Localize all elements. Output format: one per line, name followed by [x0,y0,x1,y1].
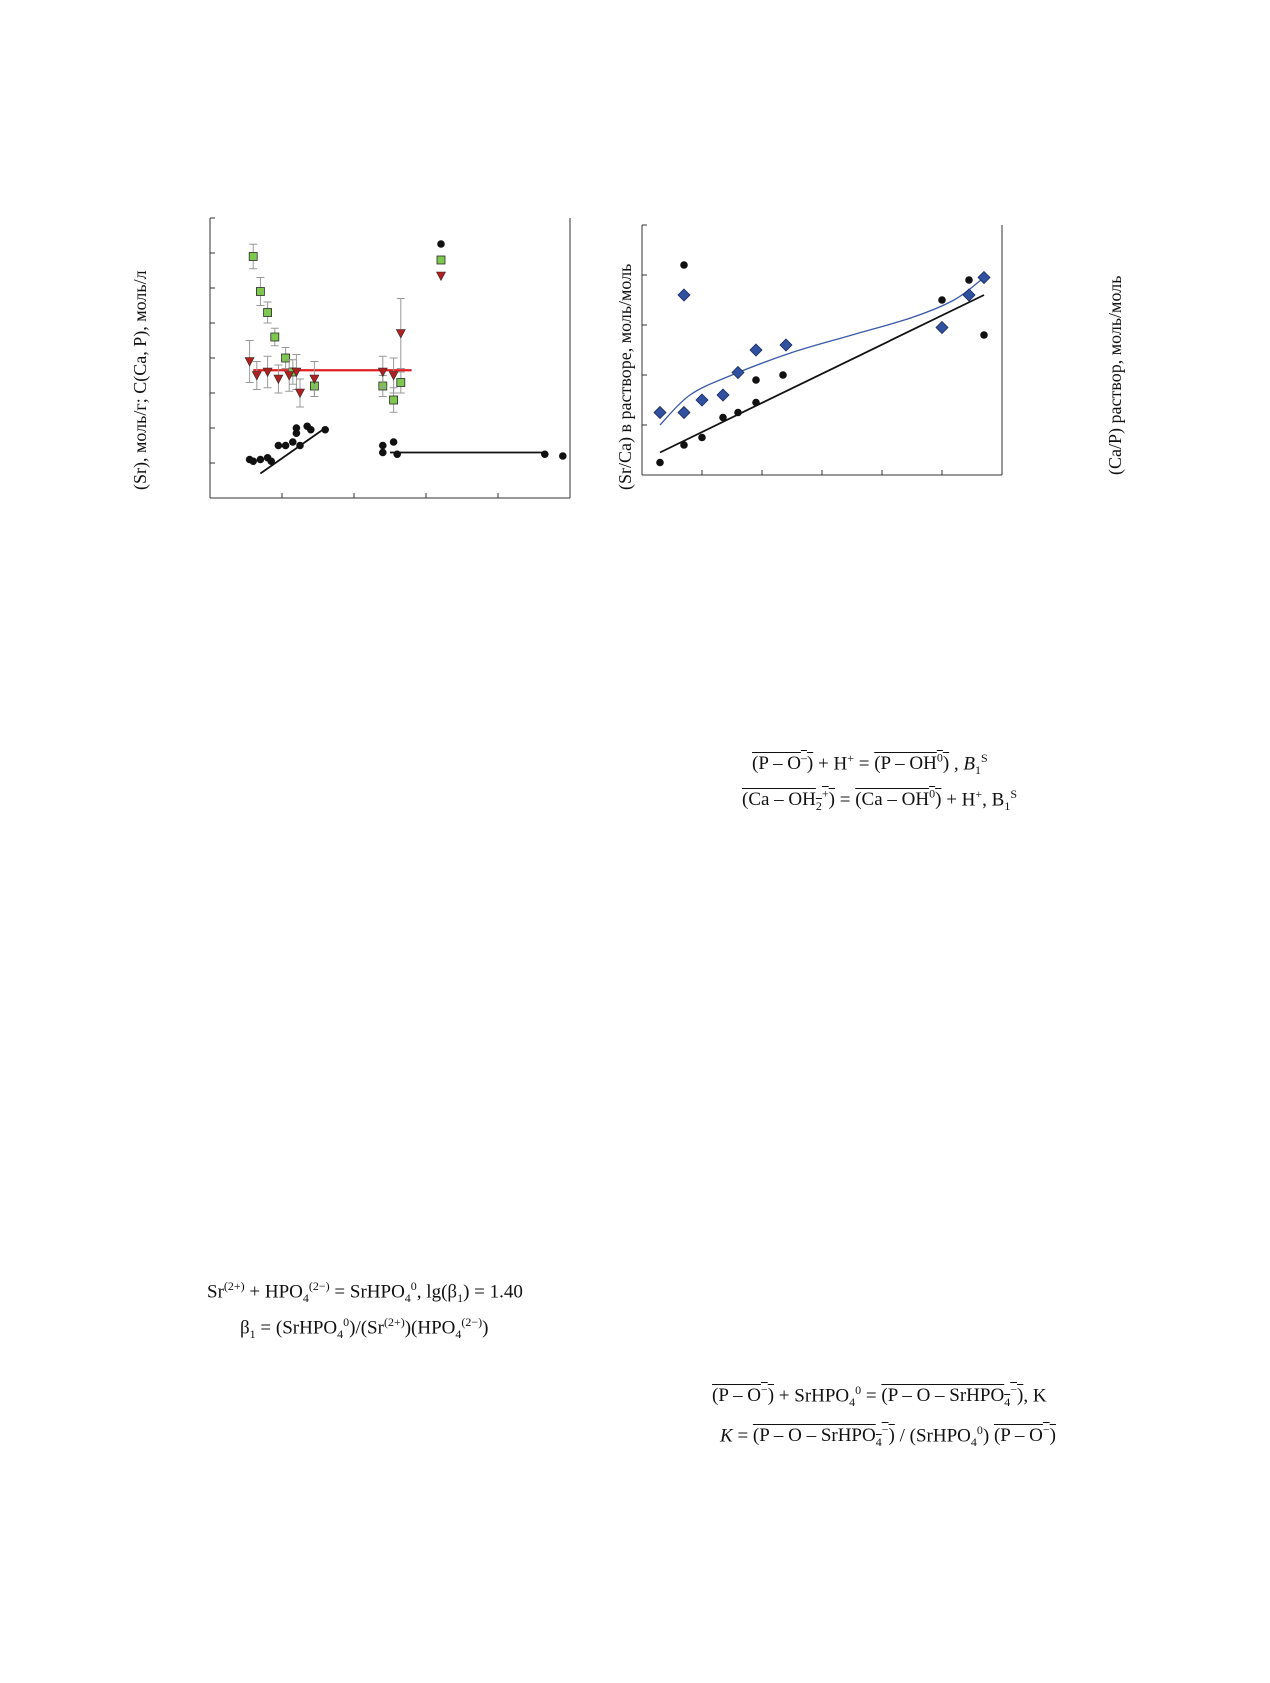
eq2-lhs-group: $(Ca - OH_2^+)$ [742,787,835,814]
right-y-axis-label: (Sr/Ca) в растворе, моль/моль [615,263,635,490]
legend-square [437,256,445,264]
point-circle [289,438,297,446]
point-triangle-down [274,375,283,384]
point-circle [293,424,301,432]
point-circle [734,409,742,417]
equation-protonation-phosphate: $(P - O^-) + H^+ = (P - OH^0)$ , $B_1^S$ [752,751,988,778]
equation-complexation: $Sr^{(2+)} + HPO_4^{(2-)}$ = SrHPO$_4^0$, $\lg(\beta_1) = 1.40$ [207,1279,523,1306]
point-square [249,253,257,261]
point-triangle-down [263,368,272,377]
point-circle [393,450,401,458]
point-square [264,309,272,317]
point-diamond [678,289,690,301]
equation-beta-definition: $\beta_1$ = $(SrHPO_4^0)/(Sr^{(2+)})(HPO_4^{(2-)})$ [240,1315,489,1342]
point-square [390,396,398,404]
point-diamond [654,407,666,419]
point-circle [275,442,283,450]
point-square [271,333,279,341]
point-diamond [732,367,744,379]
point-diamond [696,394,708,406]
legend-circle [437,240,445,248]
point-diamond [750,344,762,356]
point-circle [307,426,315,434]
eq5-rhs-group: (P – O – SrHPO$_4$−) [881,1383,1024,1410]
point-circle [257,456,265,464]
point-circle [379,449,387,457]
fit-line-0 [260,428,325,474]
point-circle [965,276,973,284]
right-y2-axis-label: (Ca/P) раствор, моль/моль [1105,275,1125,475]
point-circle [559,452,567,460]
point-circle [980,331,988,339]
point-circle [379,442,387,450]
equation-k-definition: K = (P – O – SrHPO$_4$−) / (SrHPO$_4^0$) (P – O−) [720,1423,1056,1450]
eq1-rhs-group: $(P - OH^0)$ [874,751,950,775]
point-circle [390,438,398,446]
point-triangle-down [245,358,254,367]
point-circle [698,434,706,442]
fit-line-0 [660,295,984,453]
point-circle [296,442,304,450]
eq6-den-group: (P – O−) [993,1423,1056,1447]
point-circle [719,414,727,422]
right-figure [615,210,1145,520]
point-circle [321,426,329,434]
eq6-num-group: (P – O – SrHPO$_4$−) [752,1423,895,1450]
point-circle [267,457,275,465]
point-diamond [780,339,792,351]
point-diamond [678,407,690,419]
point-circle [938,296,946,304]
fit-curve-1 [660,280,981,425]
point-diamond [963,289,975,301]
point-circle [779,371,787,379]
point-circle [680,261,688,269]
point-circle [752,399,760,407]
eq2-rhs-group: $(Ca - OH^0)$ [855,787,942,811]
point-circle [656,459,664,467]
point-circle [249,457,257,465]
point-square [256,288,264,296]
point-diamond [936,322,948,334]
point-triangle-down [296,389,305,398]
eq1-lhs-group: (P – O–) [752,751,814,775]
point-square [397,379,405,387]
eq5-lhs-group: (P – O−) [712,1383,775,1407]
right-chart [615,210,1145,520]
point-circle [680,441,688,449]
left-figure [120,200,600,520]
point-diamond [717,389,729,401]
left-y-axis-label: (Sr), моль/г; C(Ca, P), моль/л [130,270,150,490]
point-triangle-down [396,330,405,339]
point-square [282,354,290,362]
legend-triangle-down [437,272,446,281]
point-circle [541,450,549,458]
point-circle [282,442,290,450]
left-chart [120,200,600,520]
point-circle [752,376,760,384]
point-triangle-down [252,372,261,381]
equation-deprotonation-calcium: $(Ca - OH_2^+) = (Ca - OH^0) + H^+$, $B_1^S$ [742,787,1018,814]
equation-surface-complex: (P – O−) + SrHPO$_4^0$ = (P – O – SrHPO$_4$−), K [712,1383,1047,1410]
